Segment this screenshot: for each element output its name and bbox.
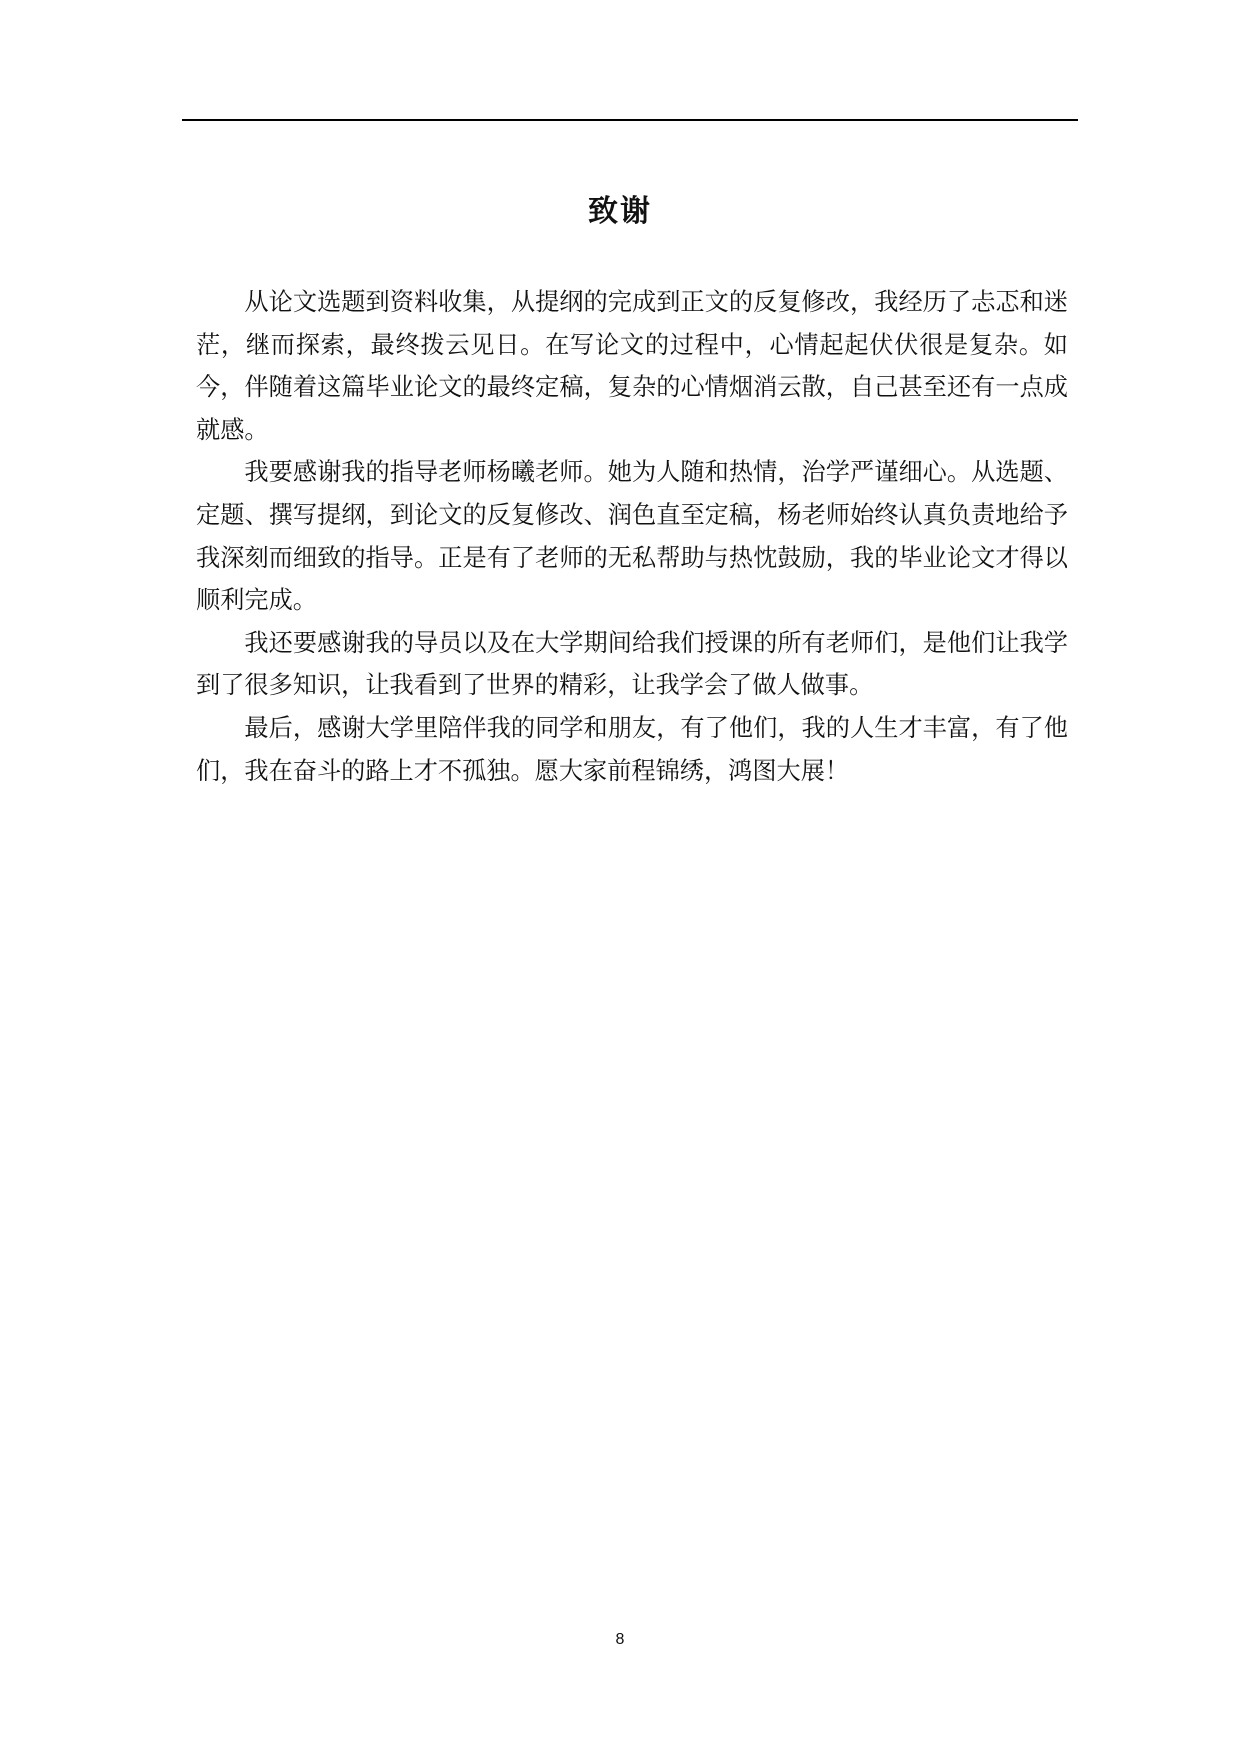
paragraph: 我要感谢我的指导老师杨曦老师。她为人随和热情，治学严谨细心。从选题、定题、撰写提纲，到论文的反复修改、润色直至定稿，杨老师始终认真负责地给予我深刻而细致的指导。正是有了老师的无私帮助与热忱鼓励，我的毕业论文才得以顺利完成。 bbox=[196, 458, 1068, 615]
page-title: 致谢 bbox=[588, 194, 652, 229]
paragraph: 我还要感谢我的导员以及在大学期间给我们授课的所有老师们，是他们让我学到了很多知识，让我看到了世界的精彩，让我学会了做人做事。 bbox=[196, 628, 1068, 700]
acknowledgement-body bbox=[196, 281, 1068, 792]
page-number: 8 bbox=[615, 1631, 625, 1648]
paragraph: 最后，感谢大学里陪伴我的同学和朋友，有了他们，我的人生才丰富，有了他们，我在奋斗的路上才不孤独。愿大家前程锦绣，鸿图大展！ bbox=[196, 713, 1068, 785]
paragraph: 从论文选题到资料收集，从提纲的完成到正文的反复修改，我经历了忐忑和迷茫，继而探索，最终拨云见日。在写论文的过程中，心情起起伏伏很是复杂。如今，伴随着这篇毕业论文的最终定稿，复杂的心情烟消云散，自己甚至还有一点成就感。 bbox=[196, 288, 1068, 444]
header-rule bbox=[182, 119, 1078, 121]
